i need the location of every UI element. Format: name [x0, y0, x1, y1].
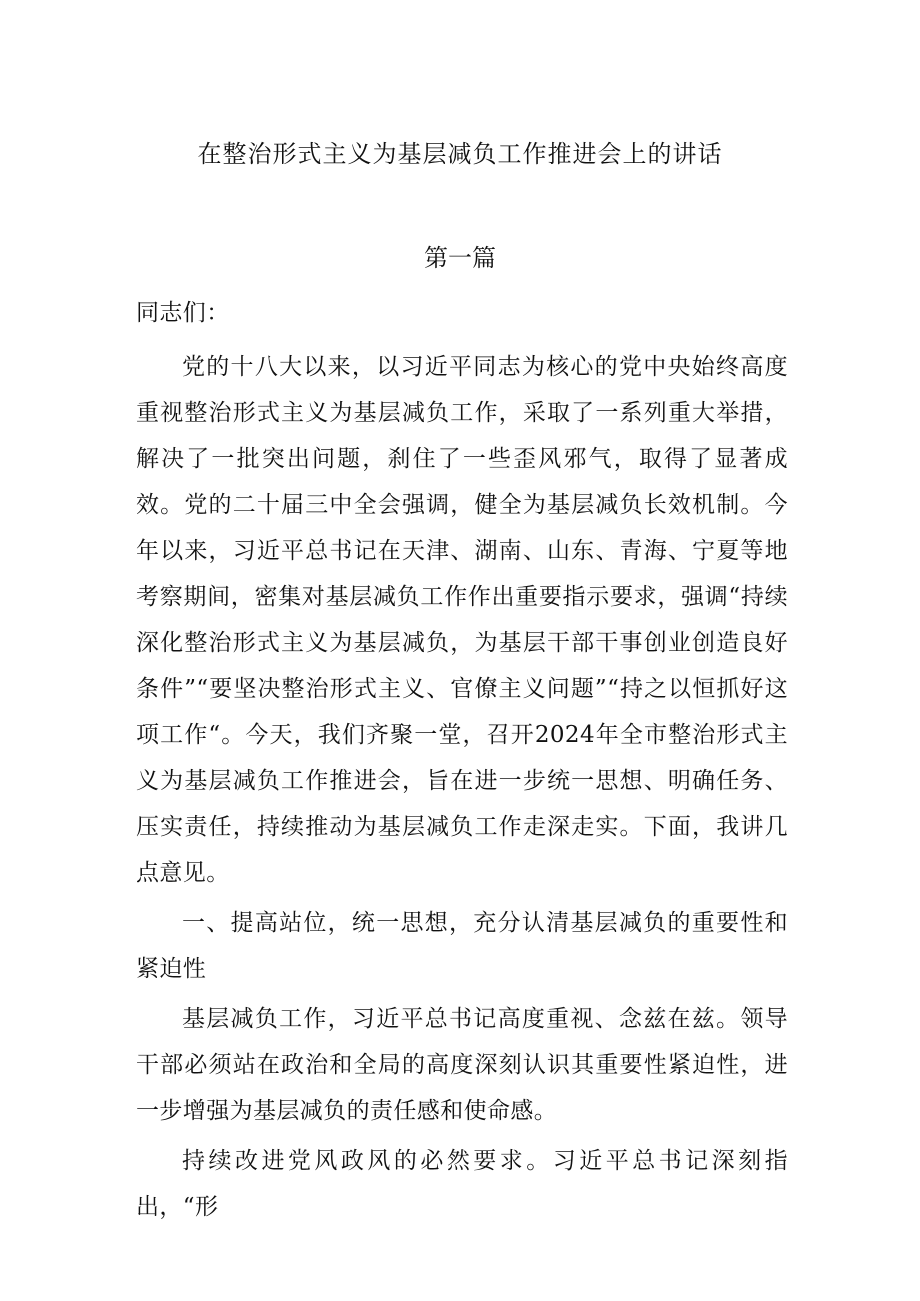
paragraph: 持续改进党风政风的必然要求。习近平总书记深刻指出，“形	[136, 1148, 788, 1220]
document-body	[136, 290, 788, 1234]
paragraph: 基层减负工作，习近平总书记高度重视、念兹在兹。领导干部必须站在政治和全局的高度深刻认识其重要性紧迫性，进一步增强为基层减负的责任感和使命感。	[136, 1006, 788, 1124]
section-heading: 一、提高站位，统一思想，充分认清基层减负的重要性和紧迫性	[136, 910, 788, 982]
document-title: 在整治形式主义为基层减负工作推进会上的讲话	[197, 140, 723, 168]
paragraph: 党的十八大以来，以习近平同志为核心的党中央始终高度重视整治形式主义为基层减负工作，采取了一系列重大举措，解决了一批突出问题，刹住了一些歪风邪气，取得了显著成效。党的二十届三中全会强调，健全为基层减负长效机制。今年以来，习近平总书记在天津、湖南、山东、青海、宁夏等地考察期间，密集对基层减负工作作出重要指示要求，强调“持续深化整治形式主义为基层减负，为基层干部干事创业创造良好条件”“要坚决整治形式主义、官僚主义问题”“持之以恒抓好这项工作“。今天，我们齐聚一堂，召开2024年全市整治形式主义为基层减负工作推进会，旨在进一步统一思想、明确任务、压实责任，持续推动为基层减负工作走深走实。下面，我讲几点意见。	[136, 354, 788, 886]
greeting: 同志们：	[136, 300, 230, 326]
document-subtitle: 第一篇	[424, 244, 496, 272]
